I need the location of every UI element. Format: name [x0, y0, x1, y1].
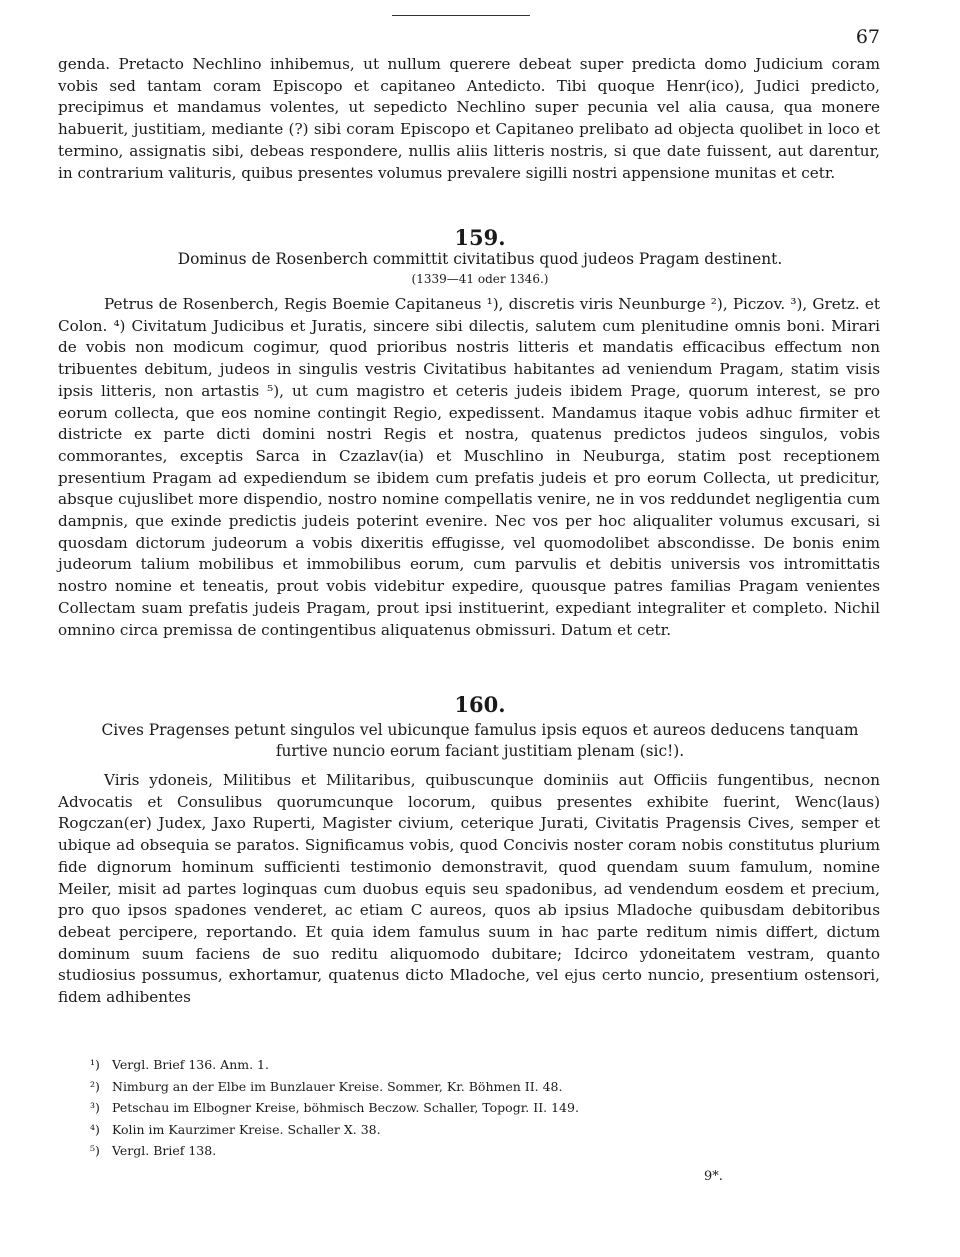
document-paragraph-159: Petrus de Rosenberch, Regis Boemie Capitaneus ¹), discretis viris Neunburge ²), Piczov. ³), Gretz. et Colon. ⁴) Civitatum Judicibus et Juratis, sincere sibi dilectis, salutem cum plenitudine omnis boni. Mirari de vobis non modicum cogimur, quod prioribus nostris litteris et mandatis efficacibus effectum non tribuentes debitum, judeos in singulis vestris Civitatibus habitantes ad veniendum Pragam, statim visis ipsis litteris, non artastis ⁵), ut cum magistro et ceteris judeis ibidem Prage, quorum interest, se pro eorum collecta, que eos nomine contingit Regio, expedissent. Mandamus itaque vobis adhuc firmiter et districte ex parte dicti domini nostri Regis et nostra, quatenus predictos judeos singulos, vobis commorantes, exceptis Sarca in Czazlav(ia) et Muschlino in Neuburga, statim post receptionem presentium Pragam ad expediendum se ibidem cum prefatis judeis et pro eorum Collecta, ut predicitur, absque cujuslibet more dispendio, nostro nomine compellatis venire, ne in vos reddundet negligentia cum dampnis, que exinde predictis judeis poterint evenire. Nec vos per hoc aliqualiter volumus excusari, si quosdam dictorum judeorum a vobis dixeritis effugisse, vel quomodolibet abscondisse. De bonis enim judeorum talium mobilibus et immobilibus eorum, cum parvulis et debitis universis vos intromittatis nostro nomine et teneatis, prout vobis videbitur expedire, quousque patres familias Pragam venientes Collectam suam prefatis judeis Pragam, prout ipsi instituerint, expediant integraliter et completo. Nichil omnino circa premissa de contingentibus aliquatenus obmissuri. Datum et cetr. [58, 295, 880, 639]
footnote-mark: ¹) [90, 1057, 100, 1072]
document-body-160 [58, 770, 880, 1009]
document-number-159: 159. [454, 225, 506, 250]
footnote [90, 1097, 790, 1119]
footnote-text: Petschau im Elbogner Kreise, böhmisch Beczow. Schaller, Topogr. II. 149. [112, 1100, 579, 1116]
document-number-160: 160. [454, 692, 506, 717]
document-title-160: Cives Pragenses petunt singulos vel ubicunque famulus ipsis equos et aureos deducens tanquam furtive nuncio eorum faciant justitiam plenam (sic!). [101, 721, 859, 760]
footnote-mark: ³) [90, 1100, 100, 1116]
footnote [90, 1119, 790, 1141]
footnote-text: Kolin im Kaurzimer Kreise. Schaller X. 38. [112, 1121, 381, 1137]
footnotes [90, 1054, 790, 1162]
footnote-mark: ⁵) [90, 1143, 100, 1159]
document-title-159: Dominus de Rosenberch committit civitatibus quod judeos Pragam destinent. [177, 250, 783, 268]
signature-mark: 9*. [704, 1169, 723, 1184]
footnote-text: Vergl. Brief 136. Anm. 1. [112, 1057, 269, 1072]
footnote-text: Nimburg an der Elbe im Bunzlauer Kreise. Sommer, Kr. Böhmen II. 48. [112, 1078, 563, 1094]
footnote [90, 1140, 790, 1162]
document-paragraph-160: Viris ydoneis, Militibus et Militaribus, quibuscunque dominiis aut Officiis fungentibus, necnon Advocatis et Consulibus quorumcunque locorum, quibus presentes exhibite fuerint, Wenc(laus) Rogczan(er) Judex, Jaxo Ruperti, Magister civium, ceterique Jurati, Civitatis Pragensis Cives, semper et ubique ad obsequia se paratos. Significamus vobis, quod Concivis noster coram nobis constitutus plurium fide dignorum hominum sufficienti testimonio demonstravit, quod quendam suum famulum, nomine Meiler, misit ad partes loginquas cum duobus equis seu spadonibus, ad vendendum eosdem et precium, pro quo ipsos spadones venderet, ac etiam C aureos, quos ab ipsius Mladoche quibusdam debitoribus debeat percipere, reportando. Et quia idem famulus suum in hac parte reditum nimis differt, dictum dominum suum faciens de suo reditu aliquomodo dubitare; Idcirco ydoneitatem vestram, quanto studiosius possumus, exhortamur, quatenus dicto Mladoche, vel ejus certo nuncio, presentium ostensori, fidem adhibentes [58, 771, 880, 1007]
footnote-text: Vergl. Brief 138. [112, 1143, 217, 1159]
footnote [90, 1076, 790, 1098]
document-date-159: (1339—41 oder 1346.) [411, 272, 549, 286]
page-number: 67 [855, 26, 880, 48]
document-body-159 [58, 294, 880, 641]
continuation-text [58, 54, 880, 184]
footnote [90, 1054, 790, 1076]
header-rule [392, 15, 530, 16]
continuation-paragraph: genda. Pretacto Nechlino inhibemus, ut nullum querere debeat super predicta domo Judicium coram vobis sed tantam coram Episcopo et capitaneo Antedicto. Tibi quoque Henr(ico), Judici predicto, precipimus et mandamus volentes, ut sepedicto Nechlino super pecunia vel alia causa, qua monere habuerit, justitiam, mediante (?) sibi coram Episcopo et Capitaneo prelibato ad objecta quolibet in loco et termino, assignatis sibi, debeas respondere, nullis aliis litteris nostris, si que date fuissent, aut darentur, in contrarium valituris, quibus presentes volumus prevalere sigilli nostri appensione munitas et cetr. [58, 55, 880, 182]
footnote-mark: ⁴) [90, 1121, 100, 1137]
footnote-mark: ²) [90, 1078, 100, 1094]
